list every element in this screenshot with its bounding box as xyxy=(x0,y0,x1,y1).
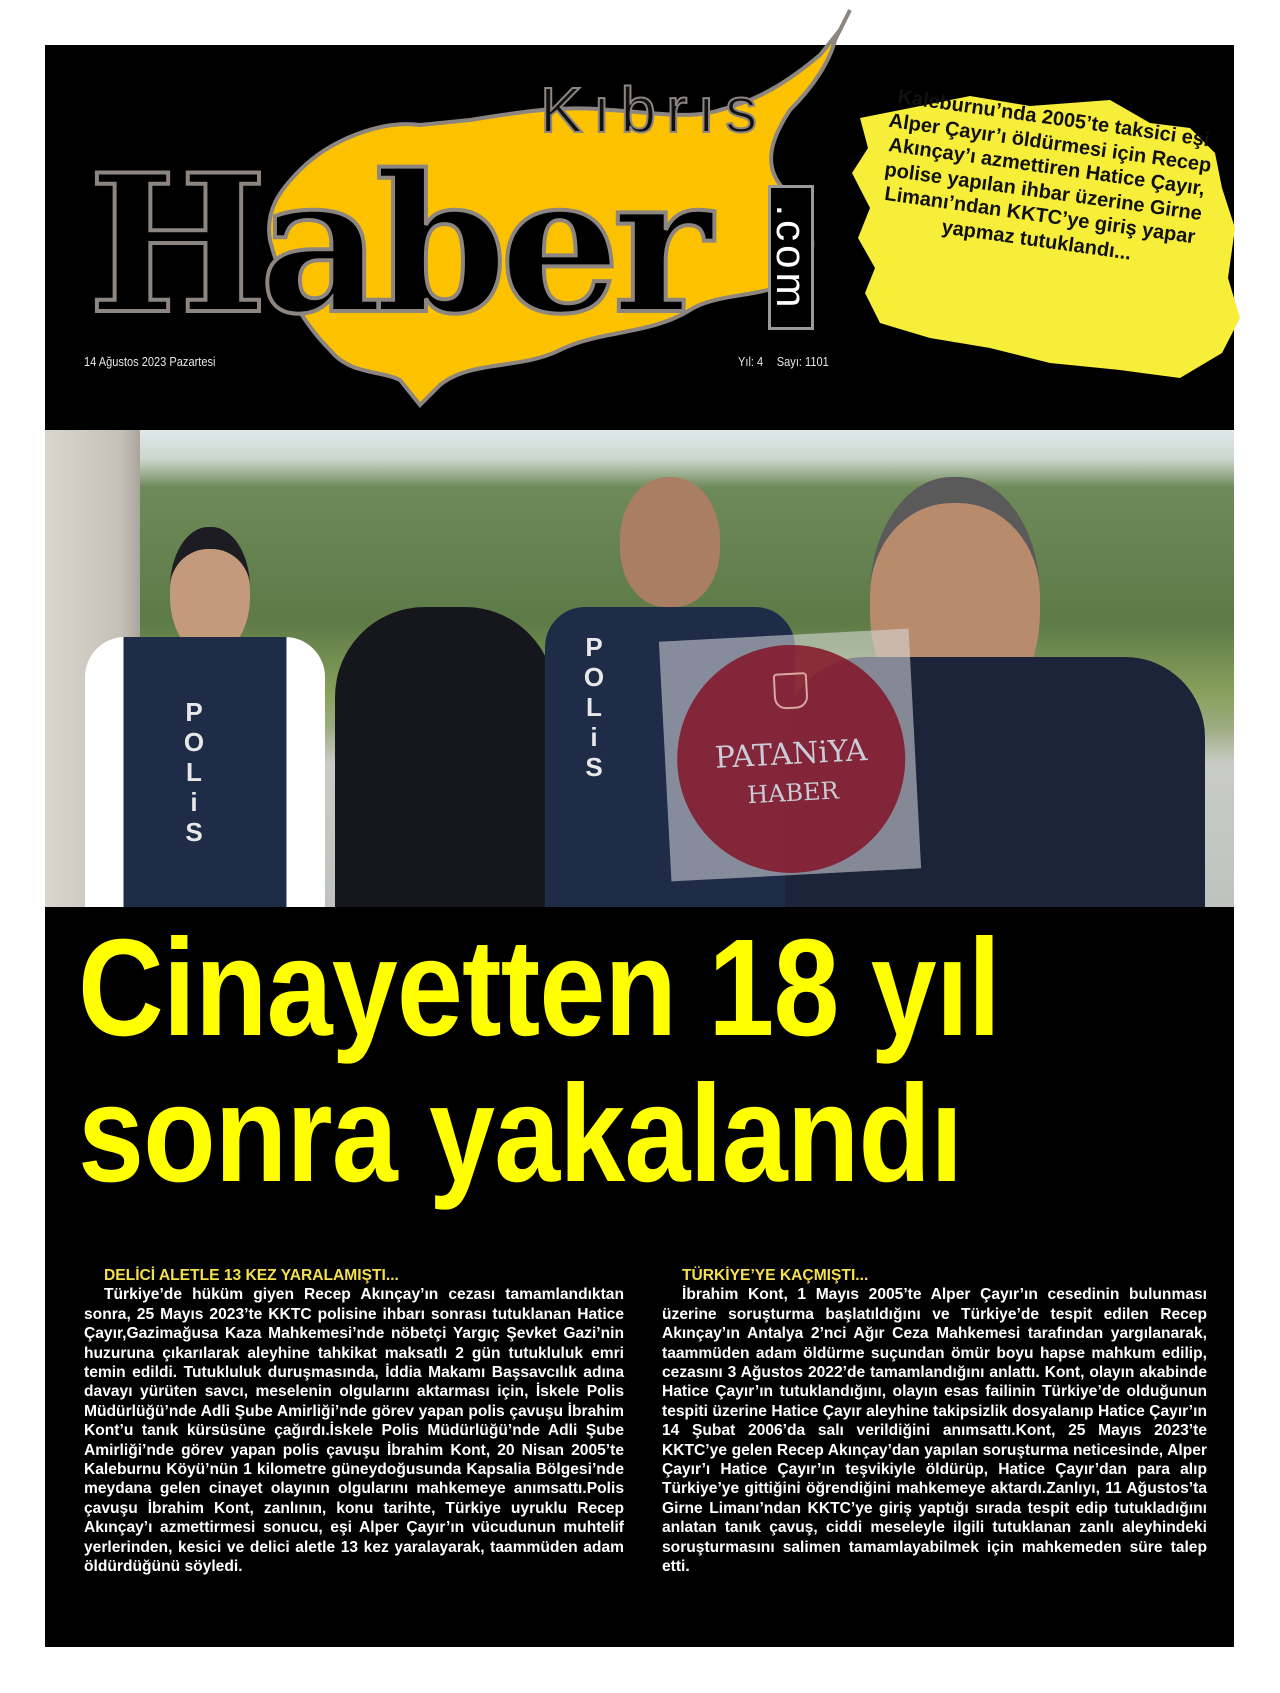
callout-box xyxy=(850,78,1240,388)
headline-line-2: sonra yakalandı xyxy=(78,1057,963,1211)
issue-info xyxy=(738,354,829,369)
column-body: İbrahim Kont, 1 Mayıs 2005’te Alper Çayır’ın cesedinin bulunması üzerine soruşturma başlatıldığını ve Türkiye’de tespit edilen Recep Akınçay’ın Antalya 2’nci Ağır Ceza Mahkemesi tarafından yargılanarak, taammüden adam öldürme suçundan ömür boyu hapse mahkum edilip, cezasını 3 Ağustos 2022’de tamamlandığını anlattı. Kont, olayın akabinde Hatice Çayır’ın tutuklandığını, olayın esas failinin Türkiye’de olduğunun tespiti üzerine Hatice Çayır aleyhine takipsizlik dosyalanıp Hatice Çayır’ın 14 Şubat 2006’da salı verildiğini anımsattı.Kont, 25 Mayıs 2023’te KKTC’ye gelen Recep Akınçay’dan yapılan soruşturma neticesinde, Alper Çayır’ı Hatice Çayır’ın teşvikiyle öldürüp, Hatice Çayır’dan para alıp Türkiye’ye gittiğini öğrendiğini mahkemeye aktardı.Zanlıyı, 11 Ağustos’ta Girne Limanı’ndan KKTC’ye giriş yaptığı sırada tespit edip tutukladığını anlatan tanık çavuş, ciddi meseleyle ilgili tutuklanan zanlı aleyhindeki soruşturmasını salimen tamamlayabilmek için mahkemeden süre talep etti. xyxy=(662,1286,1207,1576)
column-kicker: TÜRKİYE’YE KAÇMIŞTI... xyxy=(682,1267,869,1284)
issue-date: 14 Ağustos 2023 Pazartesi xyxy=(84,354,216,369)
issue-number: Sayı: 1101 xyxy=(776,354,829,369)
police-badge-icon xyxy=(773,672,809,710)
suspect-figure xyxy=(335,607,555,907)
news-photo xyxy=(45,430,1234,907)
callout-text: Kaleburnu’nda 2005’te taksici eşi Alper Çayır’ı öldürmesi için Recep Akınçay’ı azmettiren Hatice Çayır, polise yapılan ihbar üzerine Girne Limanı’ndan KKTC’ye giriş yapar yapmaz tutuklandı... xyxy=(883,85,1213,265)
masthead xyxy=(0,0,1280,430)
vest-polis-label: POLiS xyxy=(579,632,609,782)
watermark: PATANiYA HABER xyxy=(659,629,921,882)
logo-kibris: Kıbrıs xyxy=(540,74,768,146)
main-headline xyxy=(78,911,1238,1211)
logo-haber: Haber xyxy=(88,133,705,356)
column-body: Türkiye’de hüküm giyen Recep Akınçay’ın cezası tamamlandıktan sonra, 25 Mayıs 2023’te KKTC polisine ihbarı sonrası tutuklanan Hatice Çayır,Gazimağusa Kaza Mahkemesi’nde nöbetçi Yargıç Şevket Gazi’nin huzuruna çıkarılarak aleyhine tahkikat maksatlı 2 gün tutukluluk emri temin edildi. Tutukluluk duruşmasında, İddia Makamı Başsavcılık adına davayı yürüten savcı, meselenin olgularını aktarması için, İskele Polis Müdürlüğü’nde Adli Şube Amirliği’nde görev yapan polis çavuşu İbrahim Kont’u tanık kürsüsüne çağırdı.İskele Polis Müdürlüğü’nde Adli Şube Amirliği’nde görev yapan polis çavuşu İbrahim Kont, 20 Nisan 2005’te Kaleburnu Köyü’nün 1 kilometre güneydoğusunda Kapsalia Bölgesi’nde meydana gelen cinayet olayının olgularını mahkemeye anımsattı.Polis çavuşu İbrahim Kont, zanlının, konu tarihte, Türkiye uyruklu Recep Akınçay’ı azmettirmesi sonucu, eşi Alper Çayır’ın vücudunun muhtelif yerlerinden, kesici ve delici aletle 13 kez yaralayarak, taammüden adam öldürdüğünü söyledi. xyxy=(84,1286,624,1576)
article-column-left xyxy=(84,1266,624,1577)
headline-line-1: Cinayetten 18 yıl xyxy=(78,911,1001,1065)
vest-polis-label: POLiS xyxy=(179,697,209,847)
article-column-right xyxy=(662,1266,1207,1577)
year-label: Yıl: 4 xyxy=(738,354,764,369)
column-kicker: DELİCİ ALETLE 13 KEZ YARALAMIŞTI... xyxy=(104,1267,399,1284)
logo-com: .com xyxy=(768,185,814,330)
policewoman-figure xyxy=(75,527,335,907)
